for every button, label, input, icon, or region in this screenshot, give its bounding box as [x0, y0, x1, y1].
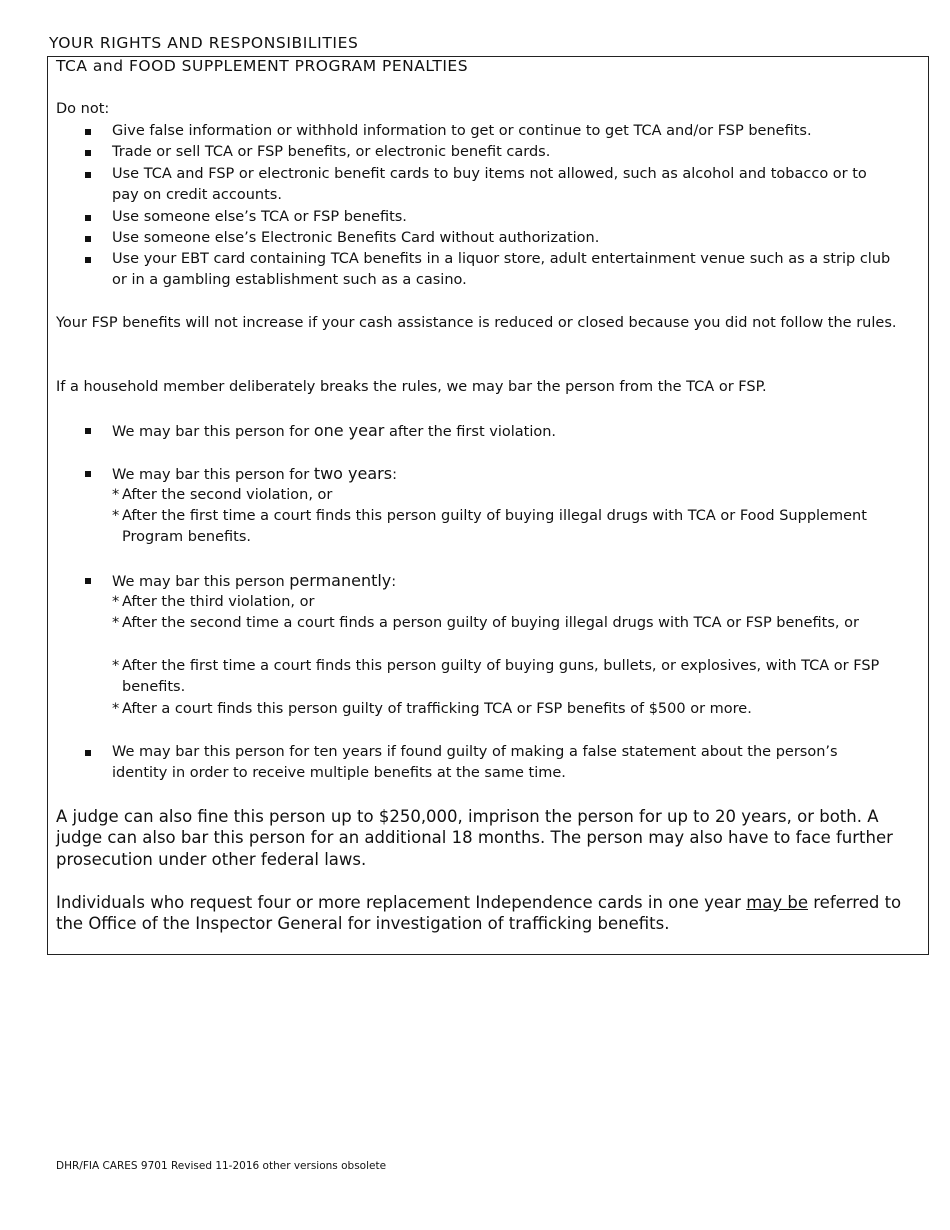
penalty-text: We may bar this person for ten years if found guilty of making a false statement about the person’s identity in order to receive multiple benefits at the same time.: [112, 744, 838, 782]
bullet-square-icon: [85, 257, 91, 263]
penalty-text: We may bar this person for: [112, 467, 314, 483]
bullet-square-icon: [85, 750, 91, 756]
sub-item-text: After the second violation, or: [122, 487, 333, 503]
bullet-square-icon: [85, 215, 91, 221]
judge-text: A judge can also fine this person up to $250,000, imprison the person for up to 20 years, or both. A judge can also bar this person for an additional 18 months. The person may also have to face further prosecution under other federal laws.: [56, 807, 893, 869]
list-item-text: Use TCA and FSP or electronic benefit cards to buy items not allowed, such as alcohol and tobacco or to pay on credit accounts.: [112, 166, 867, 204]
document-title: YOUR RIGHTS AND RESPONSIBILITIES: [49, 34, 359, 52]
bullet-square-icon: [85, 172, 91, 178]
penalty-item: [85, 742, 895, 785]
referral-text-end: referred to the Office of the Inspector General for investigation of trafficking benefits.: [56, 893, 902, 934]
sub-item-text: After a court finds this person guilty of trafficking TCA or FSP benefits of $500 or more.: [122, 701, 752, 717]
referral-text: [56, 892, 921, 935]
sub-item: [112, 485, 922, 506]
bullet-square-icon: [85, 578, 91, 584]
do-not-label: Do not:: [56, 101, 110, 117]
list-item: [85, 142, 895, 163]
list-item: [85, 164, 895, 207]
sub-item-text: After the second time a court finds a person guilty of buying illegal drugs with TCA or FSP benefits, or: [122, 615, 859, 631]
penalty-item: [85, 463, 895, 486]
list-item: [85, 228, 895, 249]
bar-intro: If a household member deliberately breaks the rules, we may bar the person from the TCA or FSP.: [56, 379, 767, 395]
penalty-duration: two years: [313, 464, 393, 483]
list-item-text: Use someone else’s Electronic Benefits Card without authorization.: [112, 230, 600, 246]
penalty-duration: permanently: [289, 571, 392, 590]
sub-item: [112, 613, 922, 634]
list-item-text: Give false information or withhold information to get or continue to get TCA and/or FSP benefits.: [112, 123, 812, 139]
sub-item: [112, 592, 922, 613]
list-item: [85, 249, 895, 292]
bullet-square-icon: [85, 471, 91, 477]
bullet-square-icon: [85, 428, 91, 434]
bullet-square-icon: [85, 150, 91, 156]
referral-text-start: Individuals who request four or more replacement Independence cards in one year: [56, 893, 747, 912]
penalty-text: We may bar this person for: [112, 424, 314, 440]
penalty-text: :: [391, 574, 397, 590]
referral-emphasis: may be: [746, 893, 809, 912]
sub-item-text: After the first time a court finds this person guilty of buying guns, bullets, or explosives, with TCA or FSP benefits.: [122, 658, 880, 696]
sub-item-text: After the third violation, or: [122, 594, 315, 610]
penalty-duration: one year: [313, 421, 385, 440]
penalty-text: We may bar this person: [112, 574, 290, 590]
sub-item: [112, 506, 922, 549]
sub-item-text: After the first time a court finds this person guilty of buying illegal drugs with TCA or Food Supplement Program benefits.: [122, 508, 867, 546]
list-item: [85, 121, 895, 142]
asterisk-marker: *: [112, 487, 120, 503]
list-item-text: Use someone else’s TCA or FSP benefits.: [112, 209, 407, 225]
penalty-item: [85, 570, 895, 593]
asterisk-marker: *: [112, 594, 120, 610]
penalty-text: :: [392, 467, 397, 483]
asterisk-marker: *: [112, 701, 120, 717]
penalty-text: after the first violation.: [384, 424, 557, 440]
asterisk-marker: *: [112, 658, 120, 674]
penalty-item: [85, 420, 895, 443]
bullet-square-icon: [85, 129, 91, 135]
form-footer: DHR/FIA CARES 9701 Revised 11-2016 other versions obsolete: [56, 1160, 387, 1172]
sub-item: [112, 699, 922, 720]
list-item-text: Trade or sell TCA or FSP benefits, or electronic benefit cards.: [112, 144, 551, 160]
sub-item: [112, 656, 922, 699]
list-item: [85, 207, 895, 228]
bullet-square-icon: [85, 236, 91, 242]
section-title: TCA and FOOD SUPPLEMENT PROGRAM PENALTIES: [56, 57, 469, 75]
asterisk-marker: *: [112, 508, 120, 524]
asterisk-marker: *: [112, 615, 120, 631]
fsp-note: Your FSP benefits will not increase if your cash assistance is reduced or closed because you did not follow the rules.: [56, 315, 897, 331]
list-item-text: Use your EBT card containing TCA benefits in a liquor store, adult entertainment venue such as a strip club or in a gambling establishment such as a casino.: [112, 251, 891, 289]
